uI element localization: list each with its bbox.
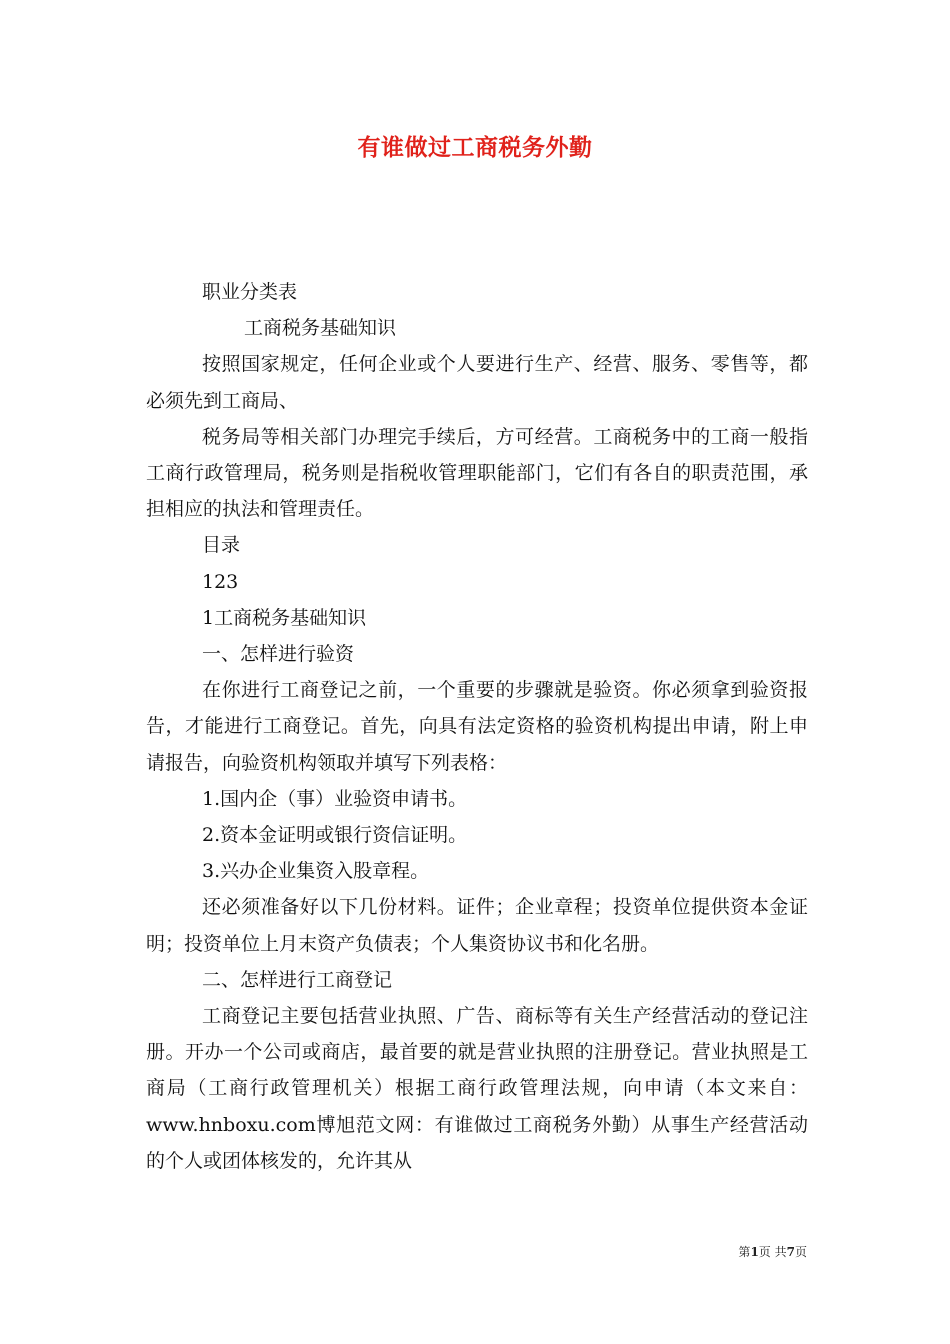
paragraph: 2.资本金证明或银行资信证明。 [202,824,468,847]
paragraph: 1.国内企（事）业验资申请书。 [202,787,468,810]
paragraph: 目录 [202,534,241,557]
paragraph: 二、怎样进行工商登记 [202,968,393,991]
paragraph: 职业分类表 [202,281,298,303]
paragraph: 123 [202,570,239,593]
footer-suffix: 页 [794,1245,807,1259]
paragraph: 税务局等相关部门办理完手续后，方可经营。工商税务中的工商一般指工商行政管理局，税务则是指税收管理职能部门，它们有各自的职责范围，承担相应的执法和管理责任。 [146,425,808,521]
page-number-footer [738,1244,807,1260]
paragraph: 在你进行工商登记之前，一个重要的步骤就是验资。你必须拿到验资报告，才能进行工商登记。首先，向具有法定资格的验资机构提出申请，附上申请报告，向验资机构领取并填写下列表格： [146,679,808,774]
document-body [146,274,808,1179]
paragraph: 还必须准备好以下几份材料。证件；企业章程；投资单位提供资本金证明；投资单位上月末资产负债表；个人集资协议书和化名册。 [146,896,808,955]
paragraph: 工商登记主要包括营业执照、广告、商标等有关生产经营活动的登记注册。开办一个公司或商店，最首要的就是营业执照的注册登记。营业执照是工商局（工商行政管理机关）根据工商行政管理法规，向申请（本文来自：www.hnboxu.com博旭范文网：有谁做过工商税务外勤）从事生产经营活动的个人或团体核发的，允许其从 [146,1005,808,1172]
current-page-number: 1 [750,1245,759,1259]
paragraph: 3.兴办企业集资入股章程。 [202,860,430,883]
paragraph: 工商税务基础知识 [244,317,397,340]
total-pages-number: 7 [786,1245,795,1259]
paragraph: 1工商税务基础知识 [202,606,367,629]
footer-middle: 页 共 [758,1245,787,1259]
paragraph: 按照国家规定，任何企业或个人要进行生产、经营、服务、零售等，都必须先到工商局、 [146,353,808,412]
paragraph: 一、怎样进行验资 [202,643,355,666]
footer-prefix: 第 [738,1245,751,1259]
document-title: 有谁做过工商税务外勤 [357,134,593,161]
